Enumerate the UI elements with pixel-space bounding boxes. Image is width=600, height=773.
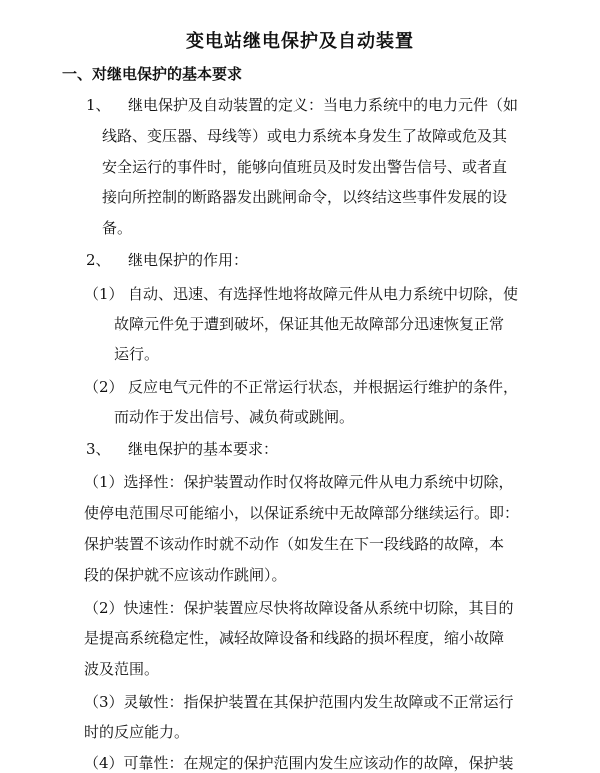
paragraph-line: 线路、变压器、母线等）或电力系统本身发生了故障或危及其 xyxy=(102,127,508,145)
subitem-number: （1） xyxy=(84,285,124,303)
paragraph-line: 波及范围。 xyxy=(84,660,160,678)
paragraph-line: 时的反应能力。 xyxy=(84,723,190,741)
paragraph-line: 继电保护及自动装置的定义：当电力系统中的电力元件（如 xyxy=(128,96,519,114)
paragraph-line: （4）可靠性：在规定的保护范围内发生应该动作的故障，保护装 xyxy=(84,754,514,772)
paragraph-line: 备。 xyxy=(102,219,133,237)
paragraph-line: 反应电气元件的不正常运行状态，并根据运行维护的条件， xyxy=(128,378,519,396)
document-title: 变电站继电保护及自动装置 xyxy=(186,31,414,52)
paragraph-line: 保护装置不该动作时就不动作（如发生在下一段线路的故障，本 xyxy=(84,535,505,553)
section-heading xyxy=(62,63,242,84)
paragraph-line: （3）灵敏性：指保护装置在其保护范围内发生故障或不正常运行 xyxy=(84,693,514,711)
paragraph-line: 自动、迅速、有选择性地将故障元件从电力系统中切除，使 xyxy=(128,285,519,303)
paragraph-line: 接向所控制的断路器发出跳闸命令，以终结这些事件发展的设 xyxy=(102,188,508,206)
paragraph-line: 段的保护就不应该动作跳闸）。 xyxy=(84,566,287,584)
item-heading: 继电保护的基本要求： xyxy=(128,440,279,458)
paragraph-line: 运行。 xyxy=(114,345,160,363)
item-number: 2、 xyxy=(86,251,111,269)
subitem-number: （2） xyxy=(84,378,124,396)
paragraph-line: 安全运行的事件时，能够向值班员及时发出警告信号、或者直 xyxy=(102,158,508,176)
paragraph-line: 是提高系统稳定性，减轻故障设备和线路的损坏程度，缩小故障 xyxy=(84,629,505,647)
section-heading-text: 对继电保护的基本要求 xyxy=(92,65,243,83)
paragraph-line: 而动作于发出信号、减负荷或跳闸。 xyxy=(114,408,355,426)
item-number: 1、 xyxy=(86,96,111,114)
paragraph-line: （2）快速性：保护装置应尽快将故障设备从系统中切除，其目的 xyxy=(84,599,514,617)
item-heading: 继电保护的作用： xyxy=(128,251,249,269)
paragraph-line: 使停电范围尽可能缩小，以保证系统中无故障部分继续运行。即： xyxy=(84,504,520,522)
paragraph-line: （1）选择性：保护装置动作时仅将故障元件从电力系统中切除， xyxy=(84,473,514,491)
paragraph-line: 故障元件免于遭到破坏，保证其他无故障部分迅速恢复正常 xyxy=(114,315,505,333)
section-number: 一、 xyxy=(62,65,93,83)
item-number: 3、 xyxy=(86,440,111,458)
